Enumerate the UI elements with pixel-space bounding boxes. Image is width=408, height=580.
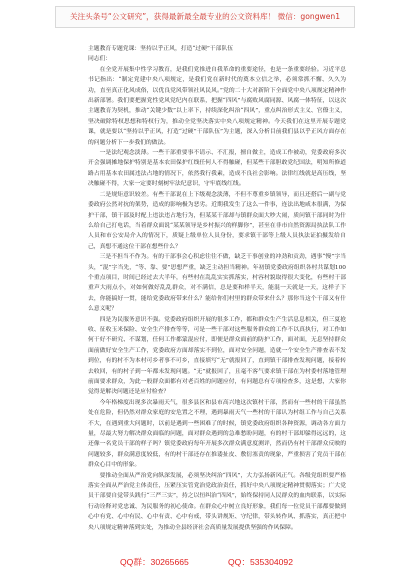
promo-banner-text: 关注头条号“公文研究”，获得最新最全最专业的公文资料库！ 微信：gongwen1 <box>69 12 341 21</box>
footer-qq-number: QQ：535304092 <box>228 557 293 567</box>
paragraph: 今年格梯度出现多次暴雨天气，很多县区和县市高兴地这次镇村干部，然而有一些村的干部虽然处在危险，但仍然对群众家庭的安危置之不理，遇到暴雨天气一些村的干部认为村组工作与自己关系不大，在遇到重大问题时，以前是遇到一些困难了的时候，镇党委政府组织各种资源，调动各方面力量，尽最大努力解决群众面临的问题，面对群众遇到的急难愁盼问题，有的村干部却躲得远远的，这还像一名党员干部的样子吗？镇党委政府每年开展多次群众满意度测评，然而仍有村干部群众反映的问题较多，群众满意度较低，有的村干部还存在推诿扯皮、敷衍塞责的现象，严重损害了党员干部在群众心目中的形象。 <box>88 399 346 469</box>
paragraph: 一是法纪观念淡薄。一些干部重要事不请示、不汇报，擅自做主，造成工作被动，党委政府多次开会强调摊地保护特别是基本农田保护红线任何人不得触碰，但某些干部胆敢党纪国法，明知所修道路占用基本农田属违法占地的情况下，依然我行我素，造成不良社会影响。法律红线就是高压线，坚决触碰不得，大家一定要时刻树牢法纪意识，守牢底线红线。 <box>88 150 346 188</box>
paragraph: 三是不担当不作为。有的干部事会心积虑往往不做，缺乏干事创业的冲劲和贡劲，遇事“慢”字当头，“混”字当先，“等、靠、要”思想严重，缺乏主动担当精神。年初镇党委政府组织各村共谋划100个重点项目，时间已经过去大半年，有些村在乱乱实实抓落实，村容村貌取得很大变化，有些村干部重声大雨点小，对如何做好乱乱群众，对不满信，总是要和样半天，能混一天就是一天，这样子下去，你能搞好一贯，能给党委政府带来什么？能给你们村里的群众带来什么？那你当这个干部又有什么意义呢？ <box>88 254 346 313</box>
page-footer <box>0 553 408 571</box>
footer-qq-group: QQ群：30265665 <box>120 557 189 567</box>
promo-banner <box>55 6 355 28</box>
paragraph: 在全党开展集中性学习教育，是我们党推进自我革命的重要途径，也是一条重要经验。习近平总书记指出：“制定党建中央八项规定，是我们党在新时代的奠本立信之举，必须常抓不懈、久久为功，直至真正化风成俗，以优良党风带领社风民风。”党的二十大对新阶下全面党中央八项规定精神作出新部署。我们要把握党性党风党纪内在联系，把握“四风”与腐败风腐同源、风腐一体特征，以这次主题教育为契机，推动“关键少数”以上率下，持续深化纠治“四风”，重点纠治形式主义、官僚主义，坚决破除特权思想和特权行为，推动全党坚决落实中央八项规定精神。今天我们在这里开展专题党课，就是要以“坚持以乎正风，打造“过硬”干部队伍”为主题，深入分析目前我们县以乎正风方面存在的问题分析下一步我们的做法。 <box>88 66 346 146</box>
document-salutation: 同志们： <box>88 56 112 63</box>
document-body <box>88 44 346 549</box>
paragraph: 四是为民服务意识不强。党委政府组织开展的很多工作，都和群众生产生活息息相关，但三夏抢收、征收玉米保险、安全生产排查等等，可是一些干部对这些服务群众的工作不以真执行，对工作如何干好不研究、不谋划，任何工作都蒙混应付，即便是群众面前的防护工作，面对面，无息坚持群众面前做好安全生产工作，党委政府方面却落实不到位，面对安全问题，造就一个安全生产排查表不发到位，有的村不为本村可乡者事不可乡，直接填写“无”就报回了，直到镇干部排查发现问题，接着转去收回，有的村子到一年都未发现问题。“无”就报回了，且毫不客气要求镇干部在为村委村落地管理前面要求群众，为此一般群众面都有对老百姓的问题应付，有问题总有专项检查多，这是想，大家你觉得是解决问题还是应付检查？ <box>88 316 346 396</box>
document-title: 主题教育专题党课：坚持以乎正风，打造“过硬”干部队伍 <box>88 46 234 52</box>
paragraph: 要推动全面从严治党向纵深发展，必须坚决纠治“四风”，大力弘扬新风正气。各级党组织要严格落实全面从严治党主体责任，压紧压实管党治党政治责任，抓好中央八项规定精神贯彻落实；广大党员干部要自觉带头践行“三严三实”，持之以恒纠治“四风”，始终保持同人民群众的血肉联系，以实际行动诠释对党忠诚、为民服务的初心使命。在群众心中树立良好形象，我们每一位党员干部都要做到心中有党、心中有民、心中有责、心中有戒，带头讲规矩、守纪律，带头转作风、抓落实，真正把中央八项规定精神落到实处，为推动全县经济社会高质量发展提供坚强的作风保障。 <box>88 472 346 531</box>
paragraph: 二是规矩意识较差。有些干部说在上下级观念淡薄，不但不尊重乡镇领导，而且还搭后一副与党委政府公然对抗的架势，造成的影响极为恶劣。近期我发生了这么一件事，连法出地咸本很满，为保护干部，镇干部及时配上违法违占地行为，但某某干部却与镇群众面大吵大闹，质问镇干部同时为什么给自己打电话，当着群众面说“某某领导是乡村振兴的样脚你”，甚至在非市自然资源局执法队工作人员和市公安局介入的情况下，质疑上级单位人员身份，要求镇干部等上级人员执法证拍摄发给自己，真想不通这位干部在想些什么？ <box>88 191 346 250</box>
